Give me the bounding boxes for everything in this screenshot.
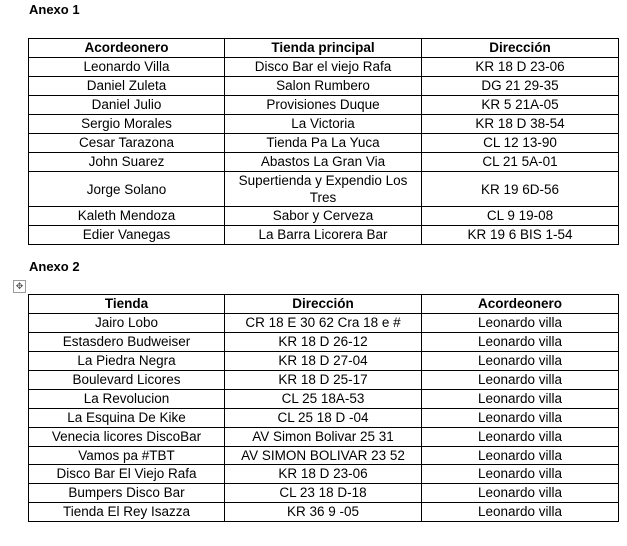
table-cell: Leonardo villa [422, 428, 619, 447]
table-cell: Leonardo villa [422, 409, 619, 428]
table-cell: Jorge Solano [29, 172, 225, 207]
table-cell: Leonardo villa [422, 447, 619, 465]
table-row [29, 428, 619, 447]
move-arrows-icon[interactable]: ✥ [13, 280, 26, 293]
table-cell: DG 21 29-35 [422, 77, 619, 96]
annex2-header-row [29, 295, 619, 314]
table-cell: KR 18 D 23-06 [422, 58, 619, 77]
table-cell: Leonardo villa [422, 333, 619, 352]
table-cell: Leonardo villa [422, 465, 619, 484]
table-cell: CL 12 13-90 [422, 134, 619, 153]
annex2-header-address: Dirección [225, 295, 422, 314]
table-cell: KR 18 D 38-54 [422, 115, 619, 134]
table-row [29, 503, 619, 522]
table-cell: Sabor y Cerveza [225, 207, 422, 226]
table-cell: La Revolucion [29, 390, 225, 409]
table-row [29, 153, 619, 172]
annex1-header-accordionist: Acordeonero [29, 39, 225, 58]
table-row [29, 333, 619, 352]
table-cell: Leonardo villa [422, 314, 619, 333]
table-cell: KR 19 6 BIS 1-54 [422, 226, 619, 245]
table-cell: Cesar Tarazona [29, 134, 225, 153]
table-cell: Daniel Zuleta [29, 77, 225, 96]
table-cell: La Barra Licorera Bar [225, 226, 422, 245]
table-cell: Tienda El Rey Isazza [29, 503, 225, 522]
table-row [29, 172, 619, 207]
annex1-table [28, 38, 619, 245]
table-cell: Daniel Julio [29, 96, 225, 115]
table-cell: KR 18 D 23-06 [225, 465, 422, 484]
table-cell: CL 23 18 D-18 [225, 484, 422, 503]
table-cell: La Esquina De Kike [29, 409, 225, 428]
table-row [29, 390, 619, 409]
table-cell: Salon Rumbero [225, 77, 422, 96]
table-row [29, 409, 619, 428]
table-cell: Supertienda y Expendio Los Tres [225, 172, 422, 207]
table-cell: Boulevard Licores [29, 371, 225, 390]
table-row [29, 352, 619, 371]
table-cell: Disco Bar El Viejo Rafa [29, 465, 225, 484]
table-cell: La Piedra Negra [29, 352, 225, 371]
table-cell: KR 18 D 27-04 [225, 352, 422, 371]
table-cell: John Suarez [29, 153, 225, 172]
table-cell: Venecia licores DiscoBar [29, 428, 225, 447]
annex1-title: Anexo 1 [29, 2, 80, 17]
table-cell: CR 18 E 30 62 Cra 18 e # [225, 314, 422, 333]
annex1-header-row [29, 39, 619, 58]
table-cell: La Victoria [225, 115, 422, 134]
table-cell: Abastos La Gran Via [225, 153, 422, 172]
table-cell: Jairo Lobo [29, 314, 225, 333]
table-cell: Edier Vanegas [29, 226, 225, 245]
annex1-header-address: Dirección [422, 39, 619, 58]
table-row [29, 447, 619, 465]
table-row [29, 77, 619, 96]
table-cell: CL 21 5A-01 [422, 153, 619, 172]
table-cell: KR 19 6D-56 [422, 172, 619, 207]
table-cell: CL 25 18 D -04 [225, 409, 422, 428]
table-row [29, 465, 619, 484]
table-cell: KR 5 21A-05 [422, 96, 619, 115]
annex2-table [28, 294, 619, 522]
table-cell: Sergio Morales [29, 115, 225, 134]
table-cell: Vamos pa #TBT [29, 447, 225, 465]
table-row [29, 58, 619, 77]
table-cell: Estasdero Budweiser [29, 333, 225, 352]
table-row [29, 314, 619, 333]
table-cell: Leonardo villa [422, 371, 619, 390]
table-row [29, 484, 619, 503]
table-row [29, 96, 619, 115]
table-cell: Leonardo villa [422, 503, 619, 522]
table-cell: Provisiones Duque [225, 96, 422, 115]
annex2-header-accordionist: Acordeonero [422, 295, 619, 314]
annex1-header-main-store: Tienda principal [225, 39, 422, 58]
table-cell: KR 36 9 -05 [225, 503, 422, 522]
table-cell: Bumpers Disco Bar [29, 484, 225, 503]
annex2-title: Anexo 2 [29, 259, 80, 274]
table-cell: KR 18 D 25-17 [225, 371, 422, 390]
table-cell: Leonardo Villa [29, 58, 225, 77]
table-cell: Leonardo villa [422, 390, 619, 409]
table-row [29, 226, 619, 245]
table-cell: Tienda Pa La Yuca [225, 134, 422, 153]
table-cell: CL 25 18A-53 [225, 390, 422, 409]
table-row [29, 207, 619, 226]
table-cell: AV Simon Bolivar 25 31 [225, 428, 422, 447]
table-row [29, 134, 619, 153]
table-cell: AV SIMON BOLIVAR 23 52 [225, 447, 422, 465]
table-cell: KR 18 D 26-12 [225, 333, 422, 352]
table-cell: CL 9 19-08 [422, 207, 619, 226]
table-cell: Disco Bar el viejo Rafa [225, 58, 422, 77]
table-cell: Leonardo villa [422, 352, 619, 371]
table-row [29, 371, 619, 390]
table-cell: Kaleth Mendoza [29, 207, 225, 226]
table-cell: Leonardo villa [422, 484, 619, 503]
table-row [29, 115, 619, 134]
annex2-header-store: Tienda [29, 295, 225, 314]
